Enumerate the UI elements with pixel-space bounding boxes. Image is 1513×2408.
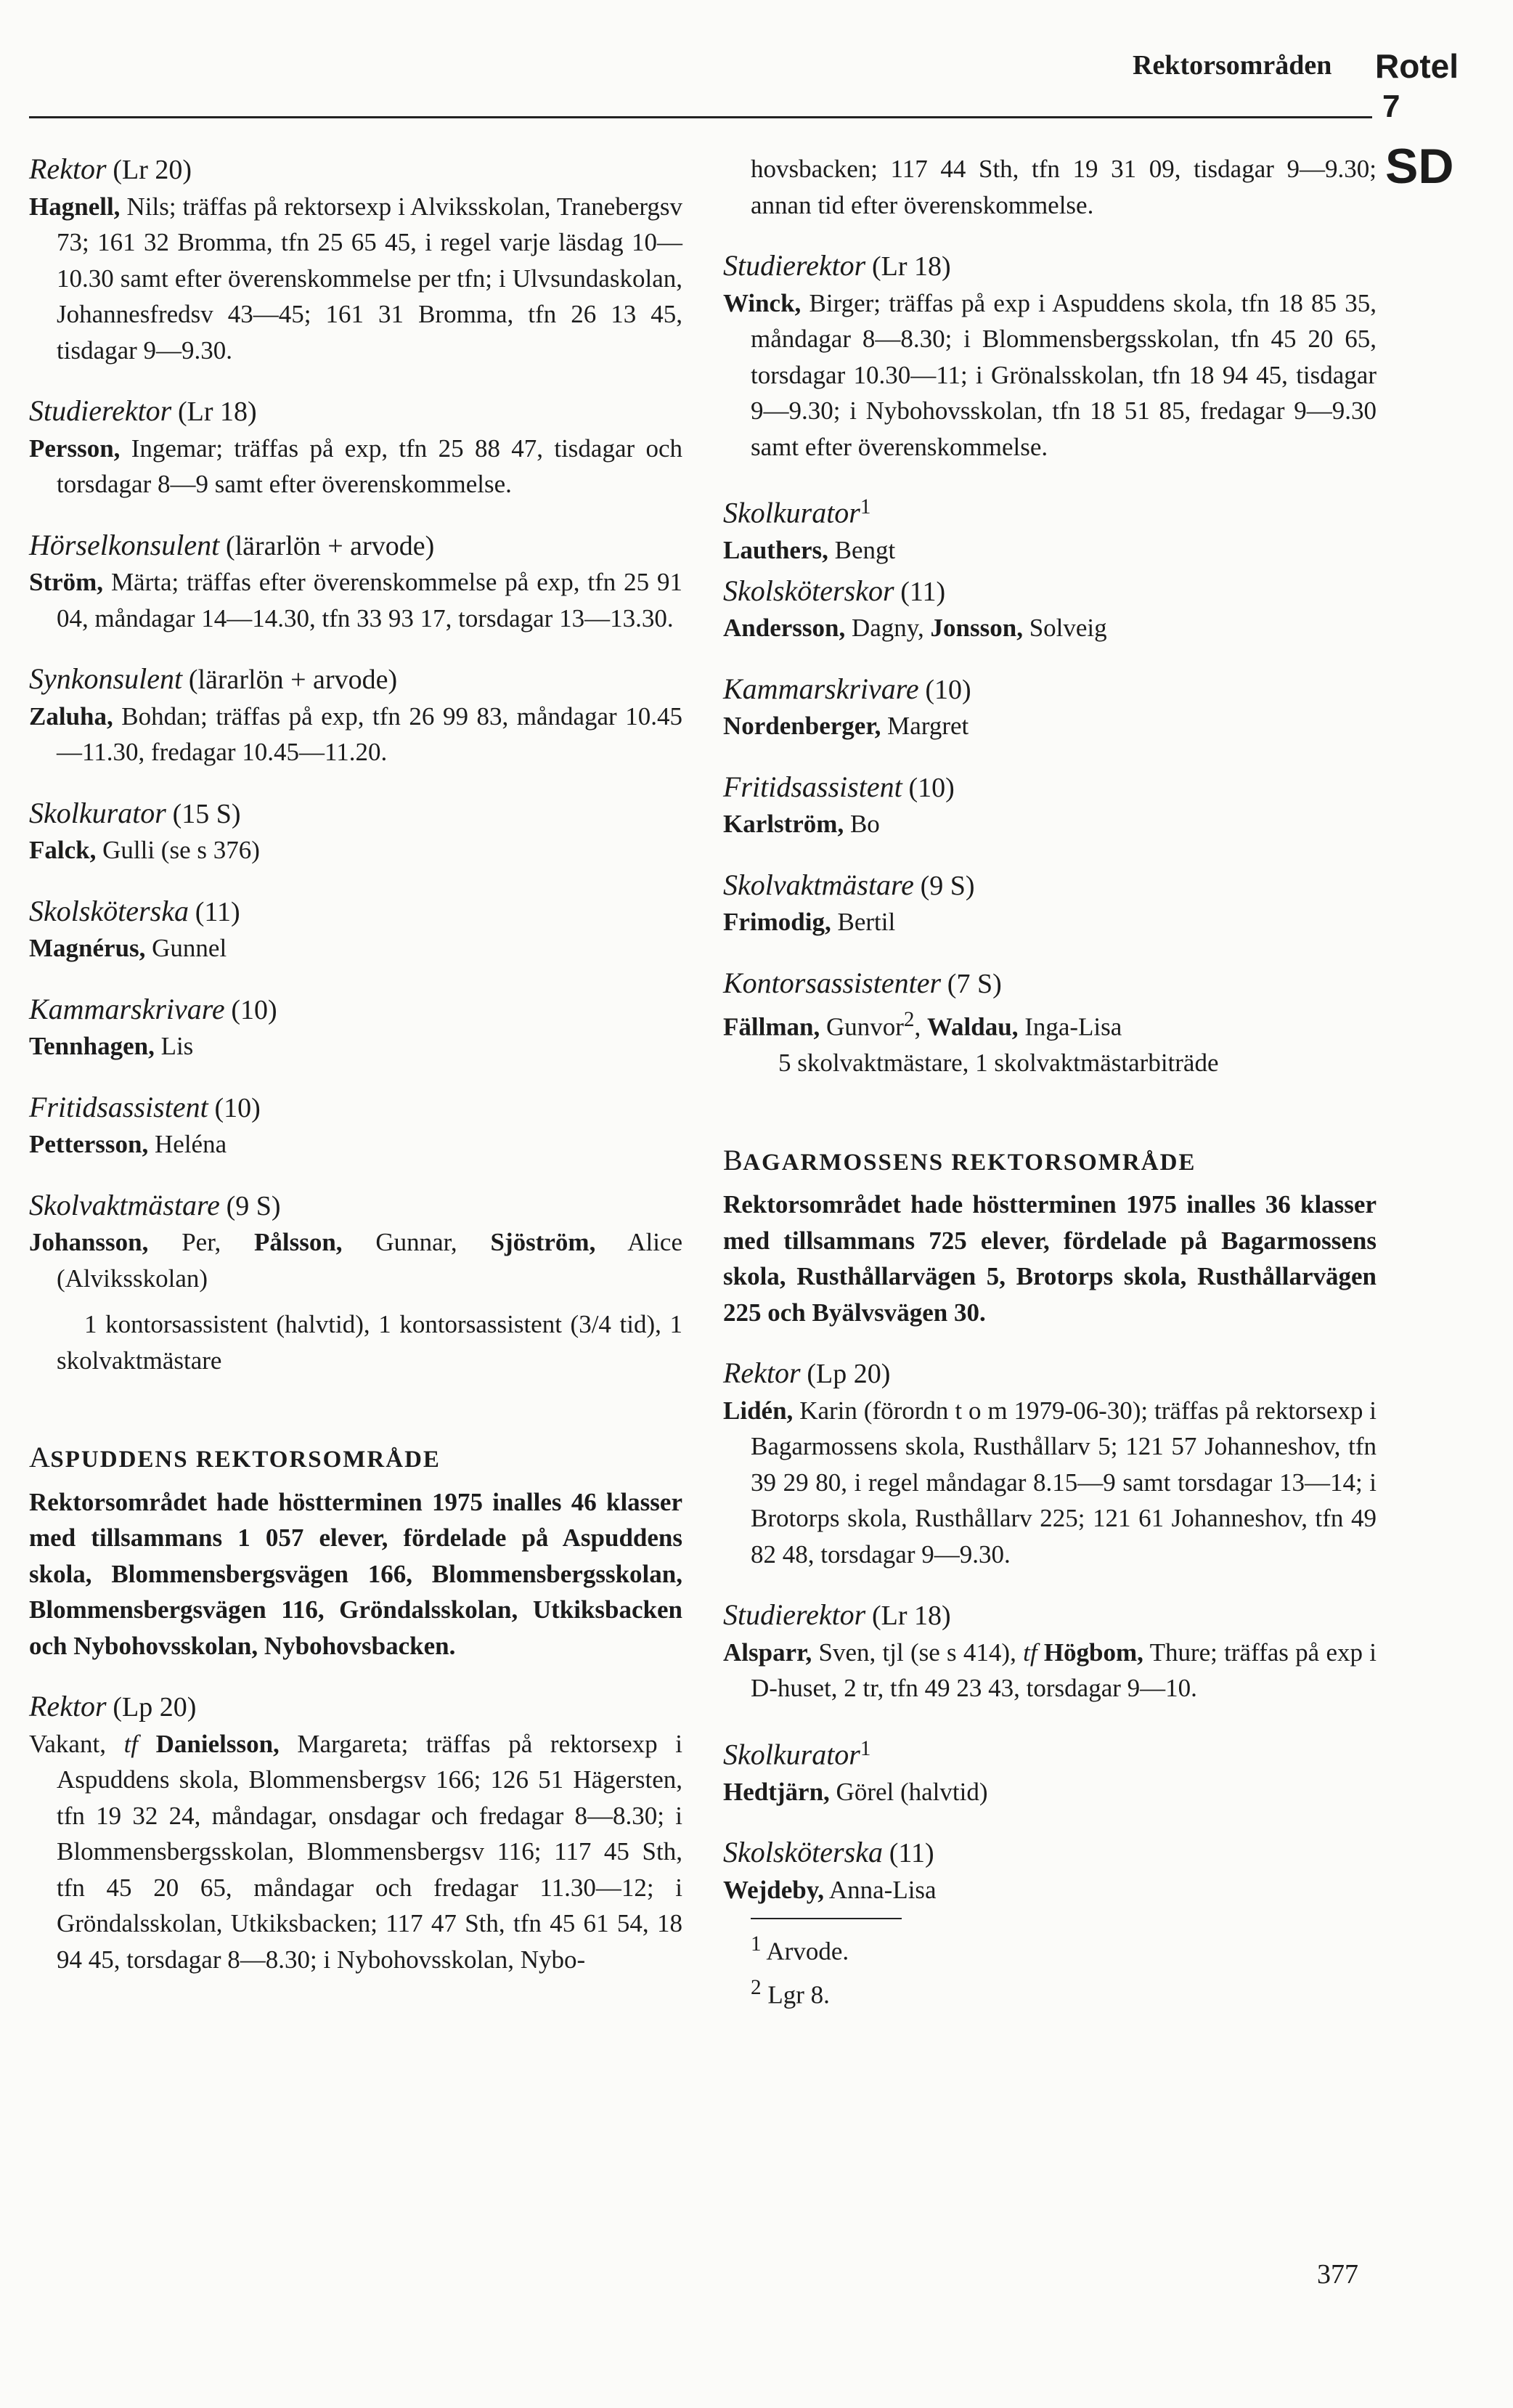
section-title-bagarmossen: BAGARMOSSENS REKTORSOMRÅDE — [723, 1143, 1196, 1176]
person-entry: Nordenberger, Margret — [723, 712, 969, 741]
person-entry: Persson, Ingemar; träffas på exp, tfn 25 88 47, tisdagar och torsdagar 8—9 samt efter överenskommelse. — [29, 434, 682, 498]
person-entry: Lauthers, Bengt — [723, 536, 896, 565]
person-entry: Falck, Gulli (se s 376) — [29, 836, 260, 864]
rotel-label: Rotel — [1375, 47, 1459, 85]
person-entry: Pettersson, Heléna — [29, 1130, 227, 1158]
page-number: 377 — [1317, 2259, 1358, 2290]
role-heading: Skolkurator (15 S) — [29, 796, 241, 829]
section-intro: Rektorsområdet hade höstterminen 1975 inalles 46 klasser med tillsammans 1 057 elever, fördelade på Aspuddens skola, Blommensbergsvägen 166, Blommensbergsskolan, Blommensbergsvägen 116, Gröndalsskolan, Utkiksbacken och Nybohovsskolan, Nybohovsbacken. — [29, 1487, 682, 1660]
section-title-aspudden: ASPUDDENS REKTORSOMRÅDE — [29, 1441, 441, 1473]
person-entry: Frimodig, Bertil — [723, 908, 896, 937]
person-entry: Vakant, tf Danielsson, Margareta; träffas på rektorsexp i Aspuddens skola, Blommensbergsv 166; 126 51 Hägersten, tfn 19 32 24, måndagar, onsdagar och fredagar 8—8.30; i Blommensbergsskolan, Blommensbergsv 116; 117 45 Sth, tfn 45 20 65, måndagar och fredagar 11.30—12; i Gröndalsskolan, Utkiksbacken; 117 47 Sth, tfn 45 61 54, 18 94 45, torsdagar 8—8.30; i Nybohovsskolan, Nybo- — [29, 1729, 682, 1974]
person-entry: Ström, Märta; träffas efter överenskommelse på exp, tfn 25 91 04, måndagar 14—14.30, tfn 33 93 17, torsdagar 13—13.30. — [29, 568, 682, 632]
role-heading: Kontorsassistenter (7 S) — [723, 966, 1002, 999]
role-heading: Skolvaktmästare (9 S) — [29, 1188, 281, 1221]
person-entry: Andersson, Dagny, Jonsson, Solveig — [723, 614, 1107, 643]
staff-note: 5 skolvaktmästare, 1 skolvaktmästarbiträde — [778, 1049, 1219, 1078]
footnote: $^2$ Lgr 8. — [751, 1975, 830, 2009]
role-heading: Studierektor (Lr 18) — [29, 394, 257, 427]
role-heading: Fritidsassistent (10) — [29, 1090, 261, 1123]
person-entry: Hagnell, Nils; träffas på rektorsexp i Alviksskolan, Tranebergsv 73; 161 32 Bromma, tfn 25 65 45, i regel varje läsdag 10—10.30 samt efter överenskommelse per tfn; i Ulvsundaskolan, Johannesfredsv 43—45; 161 31 Bromma, tfn 26 13 45, tisdagar 9—9.30. — [29, 192, 682, 365]
staff-note: 1 kontorsassistent (halvtid), 1 kontorsassistent (3/4 tid), 1 skolvaktmästare — [57, 1310, 682, 1375]
person-entry: Lidén, Karin (förordn t o m 1979-06-30); träffas på rektorsexp i Bagarmossens skola, Rusthållarv 5; 121 57 Johanneshov, tfn 39 29 80, i regel måndagar 8.15—9 samt torsdagar 13—14; i Brotorps skola, Rusthållarv 225; 121 61 Johanneshov, tfn 49 82 48, torsdagar 9—9.30. — [723, 1396, 1377, 1569]
role-heading: Skolkurator$^1$ — [723, 1736, 871, 1771]
section-intro: Rektorsområdet hade höstterminen 1975 inalles 36 klasser med tillsammans 725 elever, fördelade på Bagarmossens skola, Rusthållarvägen 5, Brotorps skola, Rusthållarvägen 225 och Byälvsvägen 30. — [723, 1190, 1377, 1327]
role-heading: Rektor (Lp 20) — [723, 1356, 891, 1390]
person-entry: Winck, Birger; träffas på exp i Aspuddens skola, tfn 18 85 35, måndagar 8—8.30; i Blommensbergsskolan, tfn 45 20 65, torsdagar 10.30—11; i Grönalsskolan, tfn 18 94 45, tisdagar 9—9.30; i Nybohovsskolan, tfn 18 51 85, fredagar 9—9.30 samt efter överenskommelse. — [723, 288, 1377, 461]
role-heading: Fritidsassistent (10) — [723, 770, 955, 803]
role-heading: Skolkurator$^1$ — [723, 495, 871, 529]
role-heading: Studierektor (Lr 18) — [723, 249, 951, 282]
person-entry: Alsparr, Sven, tjl (se s 414), tf Högbom, Thure; träffas på exp i D-huset, 2 tr, tfn 49 23 43, torsdagar 9—10. — [723, 1638, 1377, 1703]
header-rule — [29, 116, 1372, 118]
role-heading: Hörselkonsulent (lärarlön + arvode) — [29, 528, 435, 561]
role-heading: Studierektor (Lr 18) — [723, 1598, 951, 1632]
role-heading: Skolsköterskor (11) — [723, 574, 946, 607]
role-heading: Skolsköterska (11) — [29, 894, 240, 927]
person-entry: Wejdeby, Anna-Lisa — [723, 1875, 937, 1904]
person-entry: Magnérus, Gunnel — [29, 934, 227, 962]
left-column — [29, 151, 682, 1977]
role-heading: Rektor (Lr 20) — [29, 152, 192, 185]
person-entry: Karlström, Bo — [723, 810, 880, 839]
person-entry: Fällman, Gunvor$^2$, Waldau, Inga-Lisa — [723, 1008, 1122, 1041]
continued-entry: hovsbacken; 117 44 Sth, tfn 19 31 09, tisdagar 9—9.30; annan tid efter överenskommelse. — [751, 155, 1377, 219]
person-entry: Tennhagen, Lis — [29, 1032, 194, 1060]
footnote-rule — [751, 1918, 902, 1919]
role-heading: Synkonsulent (lärarlön + arvode) — [29, 662, 398, 695]
right-column — [723, 151, 1377, 2013]
person-entry: Zaluha, Bohdan; träffas på exp, tfn 26 99 83, måndagar 10.45—11.30, fredagar 10.45—11.20. — [29, 701, 682, 766]
role-heading: Skolsköterska (11) — [723, 1836, 934, 1869]
footnote: $^1$ Arvode. — [751, 1932, 849, 1966]
role-heading: Kammarskrivare (10) — [723, 672, 971, 705]
running-header-title: Rektorsområden — [1133, 50, 1332, 81]
role-heading: Skolvaktmästare (9 S) — [723, 868, 975, 901]
sd-badge: SD — [1385, 139, 1454, 194]
role-heading: Kammarskrivare (10) — [29, 992, 277, 1025]
role-heading: Rektor (Lp 20) — [29, 1690, 197, 1722]
person-entry: Johansson, Per, Pålsson, Gunnar, Sjöström, Alice (Alviksskolan) — [29, 1228, 682, 1293]
person-entry: Hedtjärn, Görel (halvtid) — [723, 1777, 988, 1806]
rotel-number: 7 — [1382, 89, 1400, 124]
